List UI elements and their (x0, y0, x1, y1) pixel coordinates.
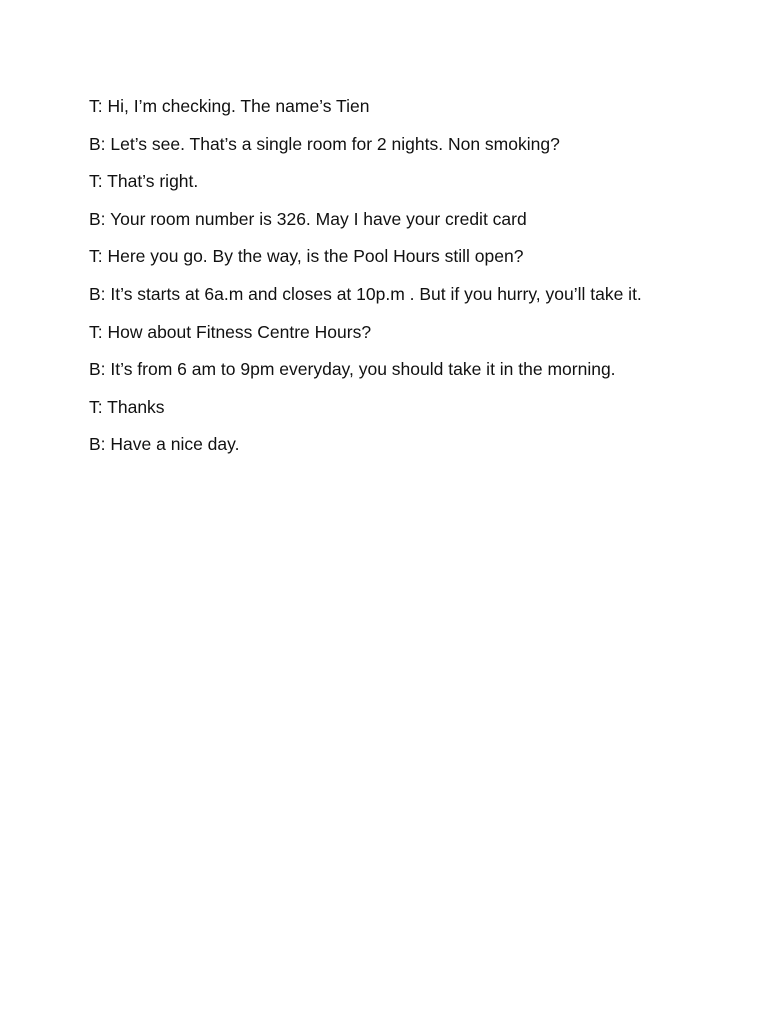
dialogue-line: T: That’s right. (89, 171, 199, 192)
dialogue-line: B: It’s starts at 6a.m and closes at 10p.m . But if you hurry, you’ll take it. (89, 283, 642, 304)
dialogue-line: B: Let’s see. That’s a single room for 2 nights. Non smoking? (89, 133, 560, 154)
dialogue-line: B: Your room number is 326. May I have your credit card (89, 208, 527, 229)
dialogue-line: T: Hi, I’m checking. The name’s Tien (89, 96, 370, 116)
dialogue-line: B: It’s from 6 am to 9pm everyday, you should take it in the morning. (89, 359, 616, 380)
dialogue-line: T: Thanks (89, 396, 165, 417)
dialogue-text (89, 93, 749, 469)
dialogue-line: T: How about Fitness Centre Hours? (89, 321, 372, 342)
dialogue-line: T: Here you go. By the way, is the Pool Hours still open? (89, 246, 524, 267)
dialogue-line: B: Have a nice day. (89, 434, 240, 455)
